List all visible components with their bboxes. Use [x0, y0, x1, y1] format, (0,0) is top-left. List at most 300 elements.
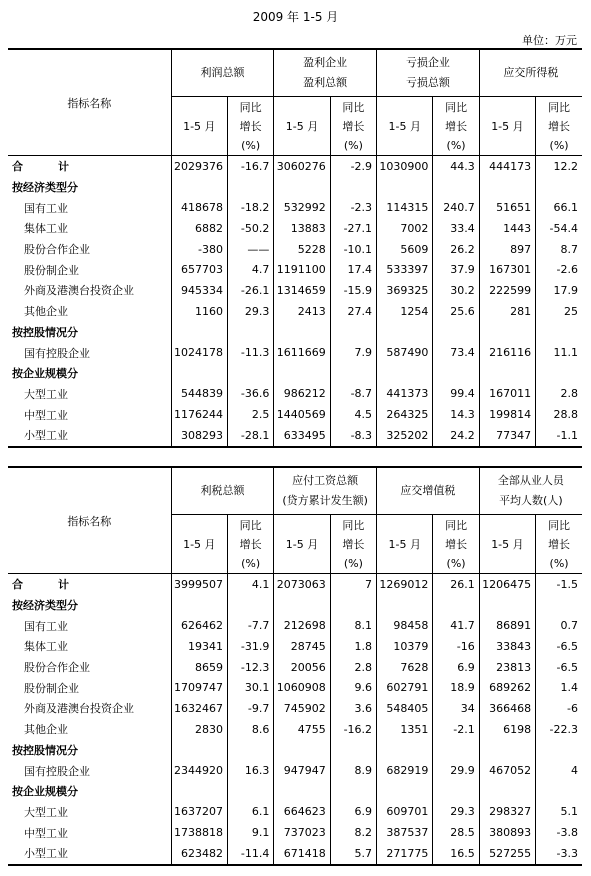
table-cell — [433, 363, 479, 384]
subheader-growth-line3: (%) — [549, 556, 569, 570]
table-cell: 369325 — [377, 280, 433, 301]
table-row — [8, 657, 582, 678]
table-cell: 271775 — [377, 843, 433, 865]
table-cell: 167011 — [479, 384, 535, 405]
table-cell: 533397 — [377, 259, 433, 280]
table-cell: -1.5 — [536, 574, 582, 595]
subheader-growth-line1: 同比 — [239, 518, 262, 532]
table-row — [8, 259, 582, 280]
group-header — [274, 467, 377, 515]
table-row — [8, 740, 582, 761]
group-header — [171, 49, 274, 97]
row-label: 其他企业 — [24, 723, 68, 737]
table-cell — [479, 177, 535, 198]
table-cell: 12.2 — [536, 156, 582, 177]
table-cell: 745902 — [274, 698, 330, 719]
table-cell: -54.4 — [536, 218, 582, 239]
subheader-growth-line2: 增长 — [548, 119, 571, 133]
table-cell: 633495 — [274, 425, 330, 447]
table-row — [8, 615, 582, 636]
table-cell: 5.7 — [330, 843, 376, 865]
table-cell: 17.9 — [536, 280, 582, 301]
table-cell: -22.3 — [536, 719, 582, 740]
row-label-part: 计 — [58, 578, 69, 592]
group-header — [479, 467, 582, 515]
table-cell — [377, 781, 433, 802]
table-row — [8, 363, 582, 384]
table-row — [8, 781, 582, 802]
table-cell: 527255 — [479, 843, 535, 865]
table-row — [8, 574, 582, 595]
table-cell: -2.9 — [330, 156, 376, 177]
table-cell: 1160 — [171, 301, 227, 322]
table-cell: -50.2 — [228, 218, 274, 239]
subheader-month: 1-5 月 — [377, 515, 433, 574]
table-cell — [274, 595, 330, 616]
row-label: 股份合作企业 — [24, 243, 90, 257]
table-cell: 418678 — [171, 197, 227, 218]
unit-label: 单位：万元 — [522, 34, 577, 47]
table-cell — [228, 740, 274, 761]
table-cell: -12.3 — [228, 657, 274, 678]
table-cell: 8.6 — [228, 719, 274, 740]
subheader-growth-line2: 增长 — [548, 537, 571, 551]
table-cell: 17.4 — [330, 259, 376, 280]
row-label: 小型工业 — [8, 843, 171, 865]
table-cell: 26.1 — [433, 574, 479, 595]
subheader-growth-line1: 同比 — [445, 518, 468, 532]
table-row — [8, 177, 582, 198]
table-cell — [377, 740, 433, 761]
subheader-growth-line2: 增长 — [342, 537, 365, 551]
row-label: 中型工业 — [24, 826, 68, 840]
row-label: 按经济类型分 — [12, 181, 78, 195]
table-cell: 66.1 — [536, 197, 582, 218]
table-cell — [330, 781, 376, 802]
row-label: 大型工业 — [24, 805, 68, 819]
table-cell: -2.6 — [536, 259, 582, 280]
table-cell: 897 — [479, 239, 535, 260]
subheader-growth-line3: (%) — [446, 138, 466, 152]
table-cell: 5609 — [377, 239, 433, 260]
table-cell — [479, 363, 535, 384]
table-cell: 298327 — [479, 802, 535, 823]
table-cell — [479, 322, 535, 343]
table-cell: 7002 — [377, 218, 433, 239]
table-cell: -6.5 — [536, 657, 582, 678]
table-cell: 325202 — [377, 425, 433, 447]
table-cell: 3999507 — [171, 574, 227, 595]
table-cell: 2029376 — [171, 156, 227, 177]
row-label: 按经济类型分 — [12, 599, 78, 613]
table-cell: -18.2 — [228, 197, 274, 218]
group-header-line1: 亏损企业 — [405, 56, 450, 69]
group-header-line1: 应交所得税 — [503, 66, 559, 79]
table-row — [8, 384, 582, 405]
table-cell: 2.8 — [536, 384, 582, 405]
table-cell: 1176244 — [171, 404, 227, 425]
subheader-growth-line1: 同比 — [548, 518, 571, 532]
table-cell: 2.8 — [330, 657, 376, 678]
group-header-line2: 平均人数(人) — [499, 494, 563, 507]
subheader-growth-line2: 增长 — [445, 537, 468, 551]
table-cell: -11.3 — [228, 342, 274, 363]
subheader-month: 1-5 月 — [479, 515, 535, 574]
table-cell — [330, 595, 376, 616]
table-cell: 30.2 — [433, 280, 479, 301]
subheader-growth-line3: (%) — [241, 556, 261, 570]
table-cell: 2.5 — [228, 404, 274, 425]
table-cell: -27.1 — [330, 218, 376, 239]
table-cell: 8.2 — [330, 822, 376, 843]
row-label: 中型工业 — [24, 408, 68, 422]
table-cell: -16.2 — [330, 719, 376, 740]
table-cell: 28745 — [274, 636, 330, 657]
table-cell: 240.7 — [433, 197, 479, 218]
table-cell — [274, 740, 330, 761]
table-cell — [330, 177, 376, 198]
table-cell — [228, 595, 274, 616]
table-cell: 1269012 — [377, 574, 433, 595]
table-cell: 1030900 — [377, 156, 433, 177]
table-cell: 10379 — [377, 636, 433, 657]
table-cell: 73.4 — [433, 342, 479, 363]
row-label: 集体工业 — [24, 222, 68, 236]
table-cell — [377, 363, 433, 384]
table-cell: 4755 — [274, 719, 330, 740]
table-cell: 8.7 — [536, 239, 582, 260]
table-cell: 6882 — [171, 218, 227, 239]
table-cell: 4 — [536, 760, 582, 781]
subheader-month: 1-5 月 — [274, 97, 330, 156]
row-label — [8, 156, 171, 177]
table-cell: 28.5 — [433, 822, 479, 843]
table-cell: 51651 — [479, 197, 535, 218]
table-cell: 986212 — [274, 384, 330, 405]
table-cell — [274, 322, 330, 343]
subheader-month: 1-5 月 — [171, 515, 227, 574]
table-cell: -3.3 — [536, 843, 582, 865]
table-cell: 77347 — [479, 425, 535, 447]
row-label: 按控股情况分 — [12, 325, 78, 339]
table-cell: 308293 — [171, 425, 227, 447]
table-cell: -3.8 — [536, 822, 582, 843]
table-cell: 8.1 — [330, 615, 376, 636]
table-cell: 441373 — [377, 384, 433, 405]
table-cell: 222599 — [479, 280, 535, 301]
table-cell: 1314659 — [274, 280, 330, 301]
table-cell — [536, 363, 582, 384]
table-cell: -2.1 — [433, 719, 479, 740]
table-row — [8, 342, 582, 363]
table-cell: 25 — [536, 301, 582, 322]
table-cell: 3.6 — [330, 698, 376, 719]
table-cell — [274, 363, 330, 384]
table-cell: 1351 — [377, 719, 433, 740]
table-cell: 587490 — [377, 342, 433, 363]
table-cell: 11.1 — [536, 342, 582, 363]
row-label: 外商及港澳台投资企业 — [24, 702, 134, 716]
table-cell: 1206475 — [479, 574, 535, 595]
table-row — [8, 822, 582, 843]
subheader-growth-line1: 同比 — [445, 100, 468, 114]
subheader-growth — [433, 515, 479, 574]
table-cell: 29.9 — [433, 760, 479, 781]
subheader-month: 1-5 月 — [274, 515, 330, 574]
table-cell: -8.3 — [330, 425, 376, 447]
row-label: 外商及港澳台投资企业 — [24, 284, 134, 298]
table-cell: 24.2 — [433, 425, 479, 447]
subheader-growth-line1: 同比 — [239, 100, 262, 114]
table-cell: 1443 — [479, 218, 535, 239]
table-cell: 602791 — [377, 677, 433, 698]
table-cell — [433, 177, 479, 198]
table-cell: 737023 — [274, 822, 330, 843]
row-label: 国有工业 — [24, 201, 68, 215]
subheader-growth — [228, 97, 274, 156]
table-cell: 1254 — [377, 301, 433, 322]
table-cell — [330, 740, 376, 761]
table-cell: 28.8 — [536, 404, 582, 425]
table-cell: 7 — [330, 574, 376, 595]
row-label: 按企业规模分 — [12, 367, 78, 381]
subheader-growth-line1: 同比 — [342, 100, 365, 114]
table-cell: 1440569 — [274, 404, 330, 425]
table-row — [8, 156, 582, 177]
table-cell: 33843 — [479, 636, 535, 657]
table-row — [8, 698, 582, 719]
subheader-growth-line2: 增长 — [342, 119, 365, 133]
table-cell: -26.1 — [228, 280, 274, 301]
table-cell: 34 — [433, 698, 479, 719]
group-header-line2: 亏损总额 — [405, 76, 450, 89]
row-label: 按企业规模分 — [12, 785, 78, 799]
table-cell: 548405 — [377, 698, 433, 719]
subheader-growth-line1: 同比 — [548, 100, 571, 114]
table-cell: 544839 — [171, 384, 227, 405]
table-cell: -16.7 — [228, 156, 274, 177]
table-cell: 212698 — [274, 615, 330, 636]
table-row — [8, 636, 582, 657]
row-label — [8, 574, 171, 595]
table-cell: 2344920 — [171, 760, 227, 781]
table-cell: 25.6 — [433, 301, 479, 322]
table-cell: 5228 — [274, 239, 330, 260]
table-cell: -16 — [433, 636, 479, 657]
table-cell — [433, 322, 479, 343]
table-row — [8, 218, 582, 239]
row-label: 集体工业 — [24, 640, 68, 654]
subheader-growth-line2: 增长 — [239, 537, 262, 551]
table-cell: 29.3 — [433, 802, 479, 823]
table-cell: 532992 — [274, 197, 330, 218]
table-cell — [171, 781, 227, 802]
table-cell: -11.4 — [228, 843, 274, 865]
table-cell: 366468 — [479, 698, 535, 719]
table-cell — [536, 740, 582, 761]
table-cell — [536, 177, 582, 198]
table-cell: 16.3 — [228, 760, 274, 781]
table-cell — [433, 595, 479, 616]
table-cell — [377, 177, 433, 198]
group-header-line1: 盈利企业 — [303, 56, 348, 69]
table-cell: -380 — [171, 239, 227, 260]
table-cell: 41.7 — [433, 615, 479, 636]
table-cell — [274, 781, 330, 802]
table-cell: 2073063 — [274, 574, 330, 595]
table-cell: 6198 — [479, 719, 535, 740]
group-header-line1: 应付工资总额 — [292, 474, 359, 487]
row-label: 国有控股企业 — [24, 764, 90, 778]
table-profits — [8, 48, 582, 448]
table-cell: 2413 — [274, 301, 330, 322]
subheader-growth — [433, 97, 479, 156]
table-row — [8, 719, 582, 740]
table-cell: 6.9 — [330, 802, 376, 823]
table-cell — [433, 781, 479, 802]
subheader-growth — [536, 97, 582, 156]
table-cell: 4.1 — [228, 574, 274, 595]
table-cell: 2830 — [171, 719, 227, 740]
group-header-line1: 全部从业人员 — [497, 474, 564, 487]
table-cell — [479, 740, 535, 761]
table-cell: 1.8 — [330, 636, 376, 657]
table-cell: 387537 — [377, 822, 433, 843]
table-row — [8, 595, 582, 616]
table-row — [8, 425, 582, 447]
row-label: 股份合作企业 — [24, 661, 90, 675]
table-row — [8, 301, 582, 322]
table-cell: 14.3 — [433, 404, 479, 425]
table-cell — [171, 595, 227, 616]
table-cell: —— — [228, 239, 274, 260]
table-cell — [274, 177, 330, 198]
subheader-growth-line3: (%) — [241, 138, 261, 152]
table-cell: 264325 — [377, 404, 433, 425]
subheader-month: 1-5 月 — [377, 97, 433, 156]
group-header — [377, 49, 480, 97]
table-cell — [228, 177, 274, 198]
table-cell: 9.6 — [330, 677, 376, 698]
page-title: 2009 年 1-5 月 — [252, 10, 339, 24]
column-header-name: 指标名称 — [8, 467, 171, 574]
subheader-growth-line2: 增长 — [445, 119, 468, 133]
table-cell: 1637207 — [171, 802, 227, 823]
table-cell: 467052 — [479, 760, 535, 781]
table-cell: 30.1 — [228, 677, 274, 698]
subheader-growth-line3: (%) — [446, 556, 466, 570]
table-cell: -31.9 — [228, 636, 274, 657]
table-row — [8, 677, 582, 698]
table-cell: -7.7 — [228, 615, 274, 636]
table-cell — [171, 363, 227, 384]
table-cell — [536, 781, 582, 802]
row-label-part: 计 — [58, 160, 69, 174]
table-cell: -1.1 — [536, 425, 582, 447]
table-cell — [228, 363, 274, 384]
table-cell: 1632467 — [171, 698, 227, 719]
table-cell: 623482 — [171, 843, 227, 865]
table-cell: 664623 — [274, 802, 330, 823]
table-cell — [536, 322, 582, 343]
table-cell — [479, 781, 535, 802]
table-cell — [377, 595, 433, 616]
table-cell: 23813 — [479, 657, 535, 678]
table-cell: 29.3 — [228, 301, 274, 322]
table-cell: 444173 — [479, 156, 535, 177]
table-cell: 199814 — [479, 404, 535, 425]
table-cell: 33.4 — [433, 218, 479, 239]
row-label: 小型工业 — [8, 425, 171, 447]
table-cell: 8659 — [171, 657, 227, 678]
table-cell: 1024178 — [171, 342, 227, 363]
table-cell: 380893 — [479, 822, 535, 843]
table-cell: 1709747 — [171, 677, 227, 698]
table-cell — [536, 595, 582, 616]
table-cell — [171, 177, 227, 198]
table-cell — [479, 595, 535, 616]
column-header-name: 指标名称 — [8, 49, 171, 156]
table-taxes — [8, 466, 582, 866]
table-cell: -8.7 — [330, 384, 376, 405]
table-row — [8, 322, 582, 343]
subheader-growth — [330, 515, 376, 574]
table-cell: 44.3 — [433, 156, 479, 177]
row-label: 按控股情况分 — [12, 743, 78, 757]
table-row — [8, 404, 582, 425]
table-row — [8, 760, 582, 781]
table-cell: 18.9 — [433, 677, 479, 698]
subheader-month: 1-5 月 — [171, 97, 227, 156]
group-header-line1: 应交增值税 — [400, 484, 456, 497]
table-cell: 1060908 — [274, 677, 330, 698]
table-cell: 657703 — [171, 259, 227, 280]
subheader-growth — [330, 97, 376, 156]
table-cell: 114315 — [377, 197, 433, 218]
row-label: 股份制企业 — [24, 263, 79, 277]
table-cell: 626462 — [171, 615, 227, 636]
table-row — [8, 843, 582, 865]
table-cell — [171, 322, 227, 343]
table-cell: 98458 — [377, 615, 433, 636]
row-label: 国有工业 — [24, 619, 68, 633]
table-cell: 216116 — [479, 342, 535, 363]
table-cell: 27.4 — [330, 301, 376, 322]
table-row — [8, 239, 582, 260]
table-cell: 99.4 — [433, 384, 479, 405]
group-header-line2: (贷方累计发生额) — [282, 494, 368, 507]
row-label: 大型工业 — [24, 387, 68, 401]
group-header — [479, 49, 582, 97]
table-cell — [377, 322, 433, 343]
group-header — [171, 467, 274, 515]
table-row — [8, 802, 582, 823]
subheader-growth-line1: 同比 — [342, 518, 365, 532]
row-label: 国有控股企业 — [24, 346, 90, 360]
table-cell: 37.9 — [433, 259, 479, 280]
table-cell: 0.7 — [536, 615, 582, 636]
group-header-line1: 利税总额 — [200, 484, 245, 497]
subheader-growth — [228, 515, 274, 574]
table-cell: 4.5 — [330, 404, 376, 425]
row-label-part: 合 — [12, 160, 23, 174]
table-cell — [171, 740, 227, 761]
table-cell: 4.7 — [228, 259, 274, 280]
table-cell: 167301 — [479, 259, 535, 280]
row-label-part: 合 — [12, 578, 23, 592]
table-cell: -28.1 — [228, 425, 274, 447]
group-header — [274, 49, 377, 97]
